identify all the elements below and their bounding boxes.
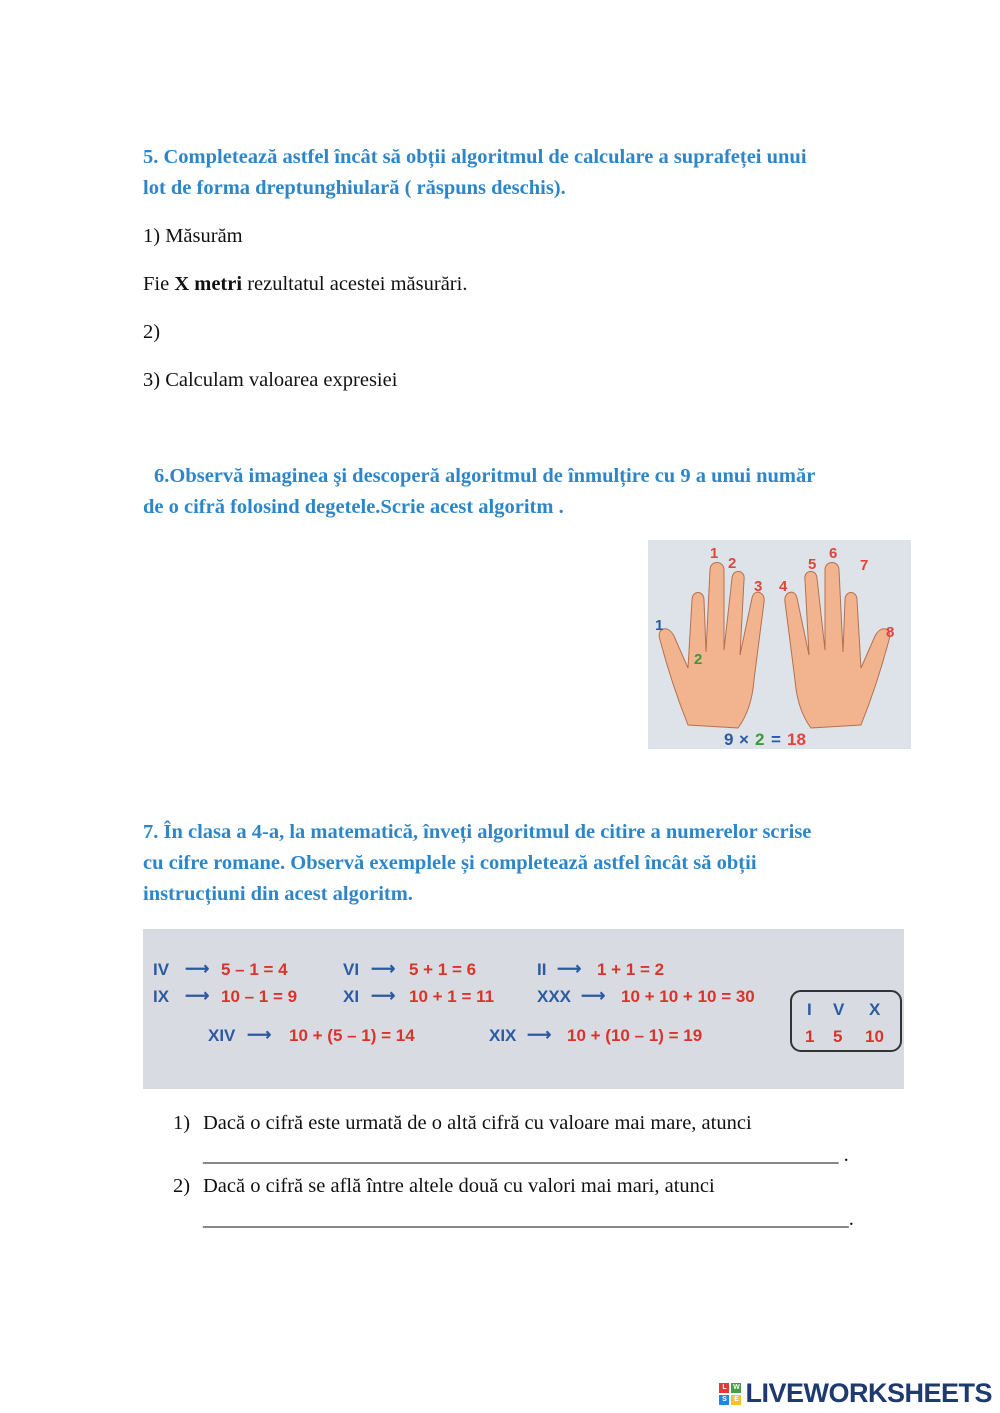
q7-heading-line2: cu cifre romane. Observă exemplele și completează astfel încât să obții <box>143 852 757 874</box>
arrow-2: ⟶ <box>371 959 396 978</box>
q7-item-2-text: Dacă o cifră se află între altele două cu valori mai mari, atunci <box>203 1175 715 1197</box>
arrow-7: ⟶ <box>247 1025 272 1044</box>
arrow-8: ⟶ <box>527 1025 552 1044</box>
finger-label-bent: 2 <box>694 651 703 668</box>
roman-numerals-image <box>143 929 904 1089</box>
hands-image <box>648 540 911 749</box>
expr-ex-6: 10 + 10 + 10 = 30 <box>621 987 755 1006</box>
legend-symbol-i: I <box>807 1000 812 1019</box>
q5-heading-line2: lot de forma dreptunghiulară ( răspuns deschis). <box>143 177 566 199</box>
roman-ex-1: IV <box>153 960 170 979</box>
liveworksheets-logo[interactable] <box>719 1378 992 1409</box>
roman-ex-8: XIX <box>489 1026 517 1045</box>
legend-value-1: 1 <box>805 1027 815 1046</box>
left-hand <box>659 563 764 729</box>
expr-ex-3: 1 + 1 = 2 <box>597 960 665 979</box>
q7-heading-line1: 7. În clasa a 4-a, la matematică, înveți algoritmul de citire a numerelor scrise <box>143 821 812 843</box>
roman-ex-3: II <box>537 960 547 979</box>
q7-heading-line3: instrucțiuni din acest algoritm. <box>143 883 413 905</box>
finger-label-7: 7 <box>860 557 869 574</box>
logo-text: LIVEWORKSHEETS <box>745 1378 992 1408</box>
finger-label-5: 5 <box>808 556 817 573</box>
expr-ex-7: 10 + (5 – 1) = 14 <box>289 1026 415 1045</box>
q5-heading-line1: 5. Completează astfel încât să obții algoritmul de calculare a suprafeței unui <box>143 146 807 168</box>
roman-numerals-drawing <box>143 929 904 1089</box>
equation-eq: = <box>771 730 781 749</box>
expr-ex-1: 5 – 1 = 4 <box>221 960 288 979</box>
finger-label-6: 6 <box>829 545 838 562</box>
q5-fie-bold: X metri <box>174 273 243 295</box>
q5-heading <box>143 142 943 204</box>
q7-item-1-blank[interactable]: ______________________________________________________________ . <box>203 1144 849 1166</box>
q5-fie-prefix: Fie <box>143 273 175 295</box>
arrow-1: ⟶ <box>185 959 210 978</box>
finger-label-1: 1 <box>710 545 719 562</box>
equation-b: 2 <box>755 730 765 749</box>
equation-a: 9 <box>724 730 734 749</box>
legend-symbol-v: V <box>833 1000 845 1019</box>
q6-heading <box>143 461 943 523</box>
q5-step3: 3) Calculam valoarea expresiei <box>143 369 398 391</box>
roman-ex-6: XXX <box>537 987 572 1006</box>
q7-item-2-num: 2) <box>173 1175 191 1197</box>
arrow-3: ⟶ <box>557 959 582 978</box>
q5-step1: 1) Măsurăm <box>143 225 243 247</box>
expr-ex-5: 10 + 1 = 11 <box>409 987 495 1006</box>
legend-symbol-x: X <box>869 1000 881 1019</box>
hands-drawing <box>648 540 911 749</box>
legend-value-10: 10 <box>865 1027 884 1046</box>
expr-ex-8: 10 + (10 – 1) = 19 <box>567 1026 703 1045</box>
q7-item-2 <box>173 1173 715 1199</box>
q6-heading-line1: 6.Observă imaginea şi descoperă algoritmul de înmulțire cu 9 a unui număr <box>154 465 816 487</box>
q5-step2: 2) <box>143 321 161 343</box>
roman-ex-7: XIV <box>208 1026 236 1045</box>
roman-ex-2: VI <box>343 960 360 979</box>
legend-value-5: 5 <box>833 1027 843 1046</box>
equation-result: 18 <box>787 730 806 749</box>
arrow-4: ⟶ <box>185 986 210 1005</box>
q7-item-2-blank[interactable]: _______________________________________________________________. <box>203 1208 854 1230</box>
arrow-5: ⟶ <box>371 986 396 1005</box>
q5-fie-suffix: rezultatul acestei măsurări. <box>242 273 468 295</box>
logo-squares-icon: L W S E <box>719 1383 741 1405</box>
roman-ex-5: XI <box>343 987 360 1006</box>
finger-label-2: 2 <box>728 555 737 572</box>
q7-item-1-num: 1) <box>173 1112 191 1134</box>
expr-ex-4: 10 – 1 = 9 <box>221 987 298 1006</box>
finger-label-8: 8 <box>886 624 895 641</box>
q7-item-1 <box>173 1110 752 1136</box>
right-hand <box>785 563 890 729</box>
finger-label-4: 4 <box>779 578 788 595</box>
q7-heading <box>143 817 943 910</box>
arrow-6: ⟶ <box>581 986 606 1005</box>
q7-item-1-text: Dacă o cifră este urmată de o altă cifră cu valoare mai mare, atunci <box>203 1112 752 1134</box>
roman-ex-4: IX <box>153 987 170 1006</box>
q5-fie-line <box>143 271 467 297</box>
expr-ex-2: 5 + 1 = 6 <box>409 960 477 979</box>
q6-heading-line2: de o cifră folosind degetele.Scrie acest algoritm . <box>143 496 564 518</box>
finger-label-3: 3 <box>754 578 763 595</box>
equation-op: × <box>739 730 749 749</box>
finger-label-thumb: 1 <box>655 617 664 634</box>
